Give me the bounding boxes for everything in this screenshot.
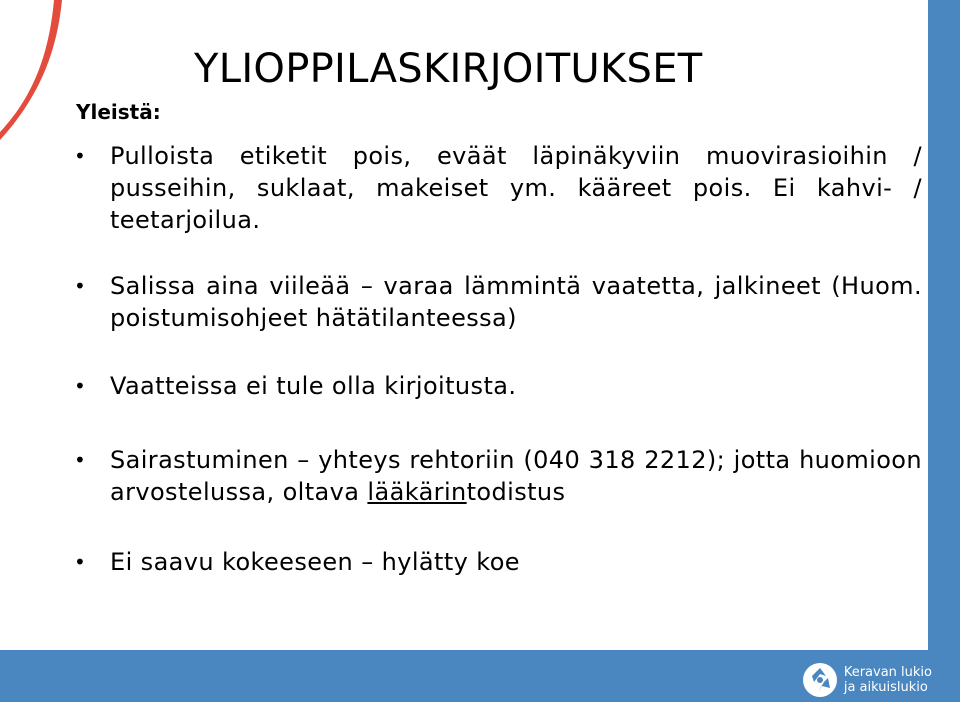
right-accent-bar bbox=[928, 0, 960, 702]
logo-line-2: ja aikuislukio bbox=[843, 680, 928, 695]
bullet-text: Vaatteissa ei tule olla kirjoitusta. bbox=[110, 372, 517, 400]
keravan-lukio-logo-icon bbox=[802, 662, 838, 698]
bullet-icon: • bbox=[74, 448, 87, 472]
bullet-icon: • bbox=[74, 274, 87, 298]
list-item bbox=[64, 444, 922, 508]
school-logo bbox=[802, 662, 932, 698]
list-item bbox=[64, 270, 922, 334]
bullet-text: Pulloista etiketit pois, eväät läpinäkyviin muovirasioihin / pusseihin, suklaat, makeiset ym. kääreet pois. Ei kahvi- / teetarjoilua. bbox=[110, 142, 922, 234]
bullet-list bbox=[64, 140, 922, 578]
slide-title: YLIOPPILASKIRJOITUKSET bbox=[194, 46, 703, 92]
logo-line-1: Keravan lukio bbox=[843, 665, 932, 680]
list-item bbox=[64, 546, 922, 578]
list-item bbox=[64, 140, 922, 236]
red-swoosh-decoration bbox=[0, 0, 80, 160]
section-label: Yleistä: bbox=[76, 100, 161, 124]
bullet-text: Ei saavu kokeeseen – hylätty koe bbox=[110, 548, 520, 576]
logo-text bbox=[844, 665, 932, 695]
bullet-icon: • bbox=[74, 374, 87, 398]
underlined-text: lääkärin bbox=[367, 478, 467, 506]
bullet-icon: • bbox=[74, 144, 87, 168]
bullet-text-tail: todistus bbox=[466, 478, 566, 506]
list-item bbox=[64, 370, 922, 402]
bullet-icon: • bbox=[74, 550, 87, 574]
bullet-text: Sairastuminen – yhteys rehtoriin (040 318 2212); jotta huomioon arvostelussa, oltava bbox=[110, 446, 922, 506]
bullet-text: Salissa aina viileää – varaa lämmintä vaatetta, jalkineet (Huom. poistumisohjeet hätätilanteessa) bbox=[110, 272, 922, 332]
